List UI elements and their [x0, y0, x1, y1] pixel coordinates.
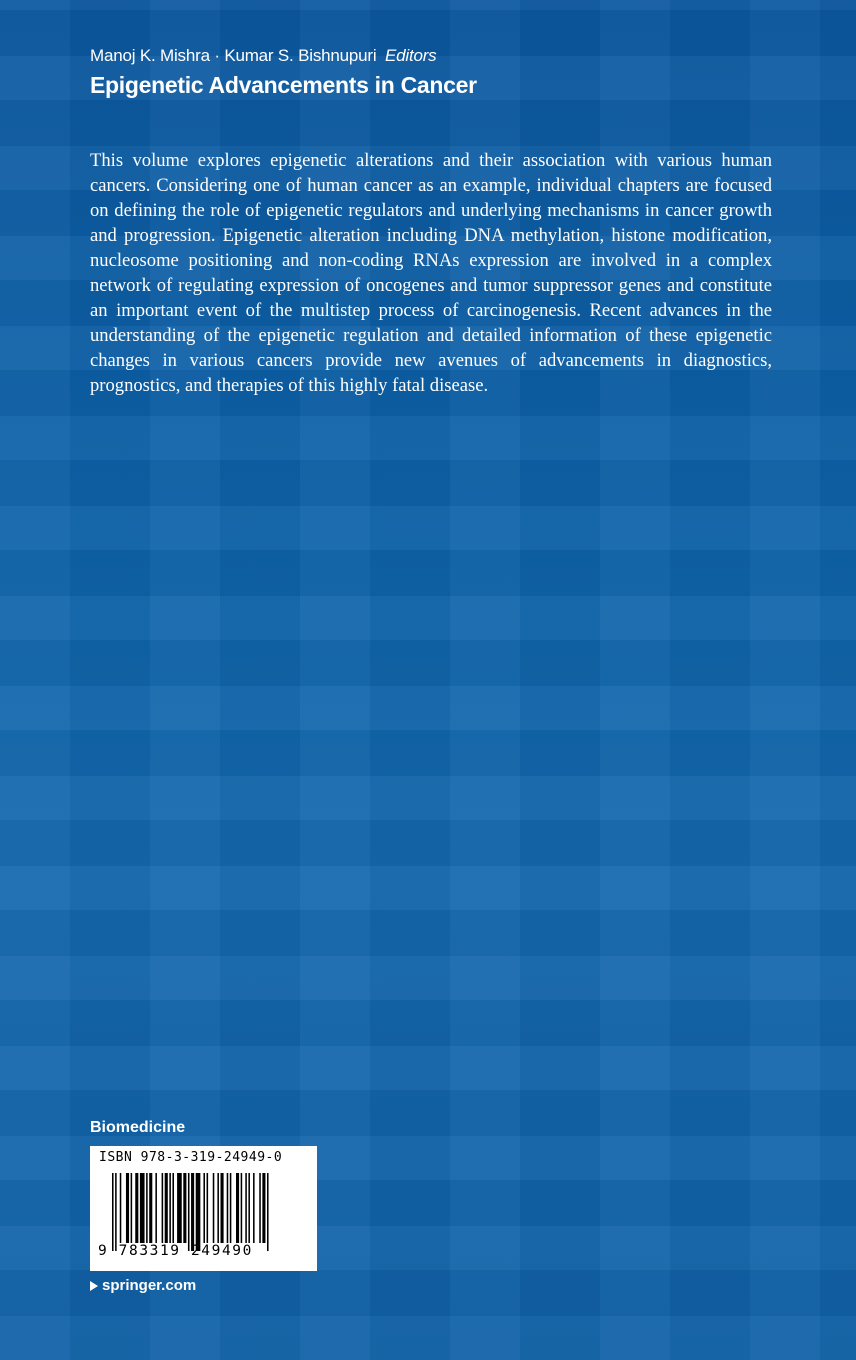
barcode-bar	[241, 1173, 243, 1243]
barcode-bar	[267, 1173, 269, 1251]
barcode-bar	[253, 1173, 255, 1243]
isbn-barcode	[90, 1146, 317, 1271]
barcode-bar	[203, 1173, 205, 1243]
barcode-bar	[112, 1173, 114, 1251]
barcode-bar	[165, 1173, 168, 1243]
book-title: Epigenetic Advancements in Cancer	[90, 72, 477, 98]
barcode-bar	[213, 1173, 215, 1243]
publisher-link[interactable]	[90, 1277, 196, 1294]
ean-digits: 9 783319 249490	[98, 1243, 253, 1259]
barcode-bar	[115, 1173, 117, 1251]
barcode-bar	[169, 1173, 171, 1243]
barcode-bar	[236, 1173, 239, 1243]
publisher-url: springer.com	[102, 1277, 197, 1294]
barcode-bar	[155, 1173, 157, 1243]
barcode-bar	[259, 1173, 261, 1243]
barcode-bar	[188, 1173, 190, 1251]
barcode-bar	[191, 1173, 194, 1251]
barcode-bar	[131, 1173, 133, 1243]
barcode-bar	[126, 1173, 129, 1243]
barcode-bar	[146, 1173, 148, 1243]
barcode-bar	[227, 1173, 229, 1243]
barcode-bar	[162, 1173, 164, 1243]
editors-role: Editors	[384, 46, 437, 65]
editors-names: Manoj K. Mishra · Kumar S. Bishnupuri	[90, 46, 377, 65]
barcode-bar	[221, 1173, 224, 1243]
barcode-bar	[245, 1173, 247, 1243]
barcode-bar	[120, 1173, 122, 1243]
series-name: Biomedicine	[90, 1119, 186, 1136]
barcode-bar	[140, 1173, 145, 1243]
barcode-bar	[217, 1173, 219, 1243]
arrow-right-icon	[90, 1281, 98, 1291]
editors-line	[90, 46, 436, 66]
barcode-bar	[135, 1173, 138, 1243]
barcode-bar	[183, 1173, 186, 1243]
book-description: This volume explores epigenetic alterations and their association with various human cancers. Considering one of human cancer as an example, individual chapters are focused on defining the role of epigenetic regulators and underlying mechanisms in cancer growth and progression. Epigenetic alteration including DNA methylation, histone modification, nucleosome positioning and non-coding RNAs expression are involved in a complex network of regulating expression of oncogenes and tumor suppressor genes and constitute an important event of the multistep process of carcinogenesis. Recent advances in the understanding of the epigenetic regulation and detailed information of these epigenetic changes in various cancers provide new avenues of advancements in diagnostics, prognostics, and therapies of this highly fatal disease.	[90, 150, 772, 396]
isbn-label: ISBN 978-3-319-24949-0	[99, 1150, 283, 1165]
barcode-bar	[262, 1173, 265, 1243]
barcode-bar	[196, 1173, 201, 1251]
barcode-bar	[172, 1173, 174, 1243]
barcode-bar	[248, 1173, 250, 1243]
barcode-bar	[230, 1173, 232, 1243]
barcode-bar	[177, 1173, 182, 1243]
barcode-bar	[149, 1173, 152, 1243]
barcode-bar	[207, 1173, 209, 1243]
